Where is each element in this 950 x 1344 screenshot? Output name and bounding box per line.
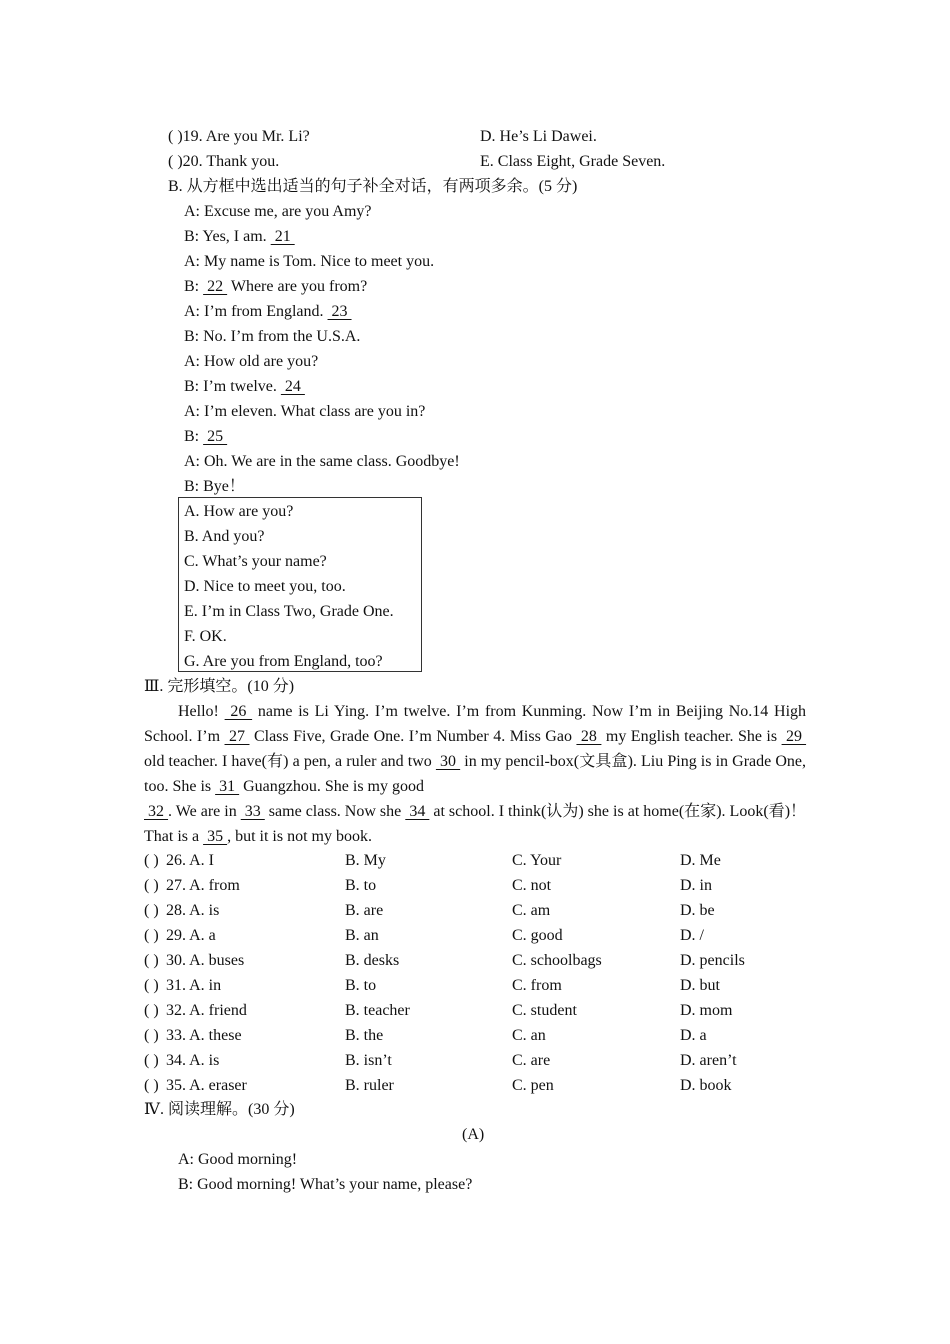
answer-blank[interactable]: 22: [203, 278, 228, 295]
passage-text: . We are in: [168, 803, 241, 820]
question-bracket[interactable]: ( ): [144, 977, 159, 994]
box-option: A. How are you?: [184, 503, 294, 520]
dialogue-text: A: Oh. We are in the same class. Goodbye!: [184, 453, 460, 470]
dialogue-text: B:: [184, 428, 204, 445]
answer-blank[interactable]: 25: [203, 428, 228, 445]
passage-text: in my pencil-box(文具盒). Liu Ping is in Grade One, too. She is: [144, 753, 806, 795]
question-option-c: C. an: [512, 1027, 546, 1044]
question-bracket[interactable]: ( ): [144, 1002, 159, 1019]
question-option-a: 29. A. a: [166, 927, 216, 944]
cloze-passage-continued: [144, 799, 806, 849]
dialogue-line: [184, 427, 227, 447]
cloze-blank[interactable]: 26: [224, 703, 253, 720]
passage-text: name is Li Ying. I’m twelve. I’m from Kunming. Now I’m in Beijing No.14 High School. I’m: [144, 703, 807, 745]
question-bracket[interactable]: ( ): [144, 927, 159, 944]
box-option: C. What’s your name?: [184, 553, 327, 570]
question-option-b: B. an: [345, 927, 379, 944]
question-option-a: 26. A. I: [166, 852, 214, 869]
dialogue-line: [184, 302, 352, 322]
dialogue-line: [184, 402, 425, 422]
question-option-d: D. mom: [680, 1002, 733, 1019]
question-bracket[interactable]: ( ): [144, 1052, 159, 1069]
question-option-c: C. student: [512, 1002, 577, 1019]
question-option-b: B. desks: [345, 952, 400, 969]
question-option-d: D. Me: [680, 852, 721, 869]
dialogue-text: B: Bye！: [184, 478, 245, 495]
dialogue-text: A: Excuse me, are you Amy?: [184, 203, 372, 220]
question-option-d: D. in: [680, 877, 712, 894]
question-option-d: D. a: [680, 1027, 707, 1044]
question-option-c: C. am: [512, 902, 551, 919]
passage-text: Guangzhou. She is my good: [239, 778, 424, 795]
dialogue-text: Where are you from?: [227, 278, 368, 295]
match-answer-d: D. He’s Li Dawei.: [480, 128, 597, 145]
passage-text: old teacher. I have(有) a pen, a ruler and two: [144, 753, 436, 770]
cloze-blank[interactable]: 35: [203, 828, 228, 845]
dialogue-line: [184, 327, 360, 347]
question-bracket[interactable]: ( ): [144, 877, 159, 894]
question-option-c: C. pen: [512, 1077, 554, 1094]
dialogue-text: B: I’m twelve.: [184, 378, 281, 395]
question-option-b: B. isn’t: [345, 1052, 392, 1069]
dialogue-line: [184, 277, 367, 297]
question-option-c: C. not: [512, 877, 552, 894]
question-option-d: D. /: [680, 927, 704, 944]
cloze-blank[interactable]: 28: [576, 728, 602, 745]
dialogue-text: A: How old are you?: [184, 353, 319, 370]
cloze-blank[interactable]: 27: [224, 728, 250, 745]
dialogue-line: [184, 227, 295, 247]
reading-line-2: B: Good morning! What’s your name, please?: [178, 1176, 473, 1193]
question-option-b: B. My: [345, 852, 386, 869]
section-4-title: Ⅳ. 阅读理解。(30 分): [144, 1101, 295, 1118]
reading-line-1: A: Good morning!: [178, 1151, 298, 1168]
question-option-b: B. teacher: [345, 1002, 410, 1019]
box-option: E. I’m in Class Two, Grade One.: [184, 603, 394, 620]
question-option-a: 35. A. eraser: [166, 1077, 247, 1094]
dialogue-text: A: I’m eleven. What class are you in?: [184, 403, 426, 420]
passage-text: at school. I think(认为) she is at home(在家). Look(看)！That is a: [144, 803, 807, 845]
question-option-b: B. ruler: [345, 1077, 394, 1094]
question-option-d: D. but: [680, 977, 720, 994]
question-bracket[interactable]: ( ): [144, 902, 159, 919]
passage-text: Class Five, Grade One. I’m Number 4. Miss Gao: [249, 728, 577, 745]
question-bracket[interactable]: ( ): [144, 852, 159, 869]
match-question-20: ( )20. Thank you.: [168, 153, 280, 170]
section-3-title: Ⅲ. 完形填空。(10 分): [144, 678, 295, 695]
dialogue-text: A: I’m from England.: [184, 303, 328, 320]
question-bracket[interactable]: ( ): [144, 952, 159, 969]
question-option-b: B. to: [345, 877, 377, 894]
passage-text: , but it is not my book.: [227, 828, 372, 845]
cloze-blank[interactable]: 33: [240, 803, 265, 820]
dialogue-text: B: No. I’m from the U.S.A.: [184, 328, 361, 345]
question-option-c: C. are: [512, 1052, 551, 1069]
passage-text: same class. Now she: [264, 803, 406, 820]
question-option-b: B. to: [345, 977, 377, 994]
answer-blank[interactable]: 21: [270, 228, 295, 245]
question-option-a: 27. A. from: [166, 877, 240, 894]
dialogue-text: A: My name is Tom. Nice to meet you.: [184, 253, 435, 270]
cloze-passage: [144, 699, 806, 799]
question-option-b: B. the: [345, 1027, 384, 1044]
question-option-a: 32. A. friend: [166, 1002, 247, 1019]
box-option: F. OK.: [184, 628, 227, 645]
box-option: G. Are you from England, too?: [184, 653, 383, 670]
question-option-c: C. Your: [512, 852, 562, 869]
question-option-c: C. schoolbags: [512, 952, 602, 969]
dialogue-line: [184, 202, 372, 222]
cloze-blank[interactable]: 30: [435, 753, 461, 770]
cloze-blank[interactable]: 29: [781, 728, 807, 745]
dialogue-text: B:: [184, 278, 204, 295]
question-option-b: B. are: [345, 902, 384, 919]
cloze-blank[interactable]: 34: [405, 803, 430, 820]
dialogue-line: [184, 452, 460, 472]
answer-blank[interactable]: 24: [280, 378, 305, 395]
question-option-a: 33. A. these: [166, 1027, 242, 1044]
match-question-19: ( )19. Are you Mr. Li?: [168, 128, 310, 145]
box-option: B. And you?: [184, 528, 265, 545]
passage-label-a: (A): [462, 1126, 485, 1143]
question-option-d: D. be: [680, 902, 715, 919]
dialogue-line: [184, 377, 305, 397]
match-answer-e: E. Class Eight, Grade Seven.: [480, 153, 666, 170]
question-bracket[interactable]: ( ): [144, 1027, 159, 1044]
answer-blank[interactable]: 23: [327, 303, 352, 320]
question-bracket[interactable]: ( ): [144, 1077, 159, 1094]
section-b-title: B. 从方框中选出适当的句子补全对话，有两项多余。(5 分): [168, 178, 578, 195]
question-option-c: C. good: [512, 927, 563, 944]
question-option-d: D. aren’t: [680, 1052, 737, 1069]
question-option-a: 28. A. is: [166, 902, 220, 919]
question-option-d: D. pencils: [680, 952, 745, 969]
box-option: D. Nice to meet you, too.: [184, 578, 346, 595]
cloze-blank[interactable]: 31: [215, 778, 240, 795]
question-option-a: 34. A. is: [166, 1052, 220, 1069]
cloze-blank[interactable]: 32: [144, 803, 169, 820]
dialogue-text: B: Yes, I am.: [184, 228, 271, 245]
dialogue-line: [184, 252, 434, 272]
question-option-a: 31. A. in: [166, 977, 222, 994]
question-option-d: D. book: [680, 1077, 732, 1094]
dialogue-line: [184, 477, 245, 497]
passage-text: Hello!: [178, 703, 225, 720]
question-option-c: C. from: [512, 977, 562, 994]
passage-text: my English teacher. She is: [601, 728, 782, 745]
question-option-a: 30. A. buses: [166, 952, 245, 969]
dialogue-line: [184, 352, 318, 372]
